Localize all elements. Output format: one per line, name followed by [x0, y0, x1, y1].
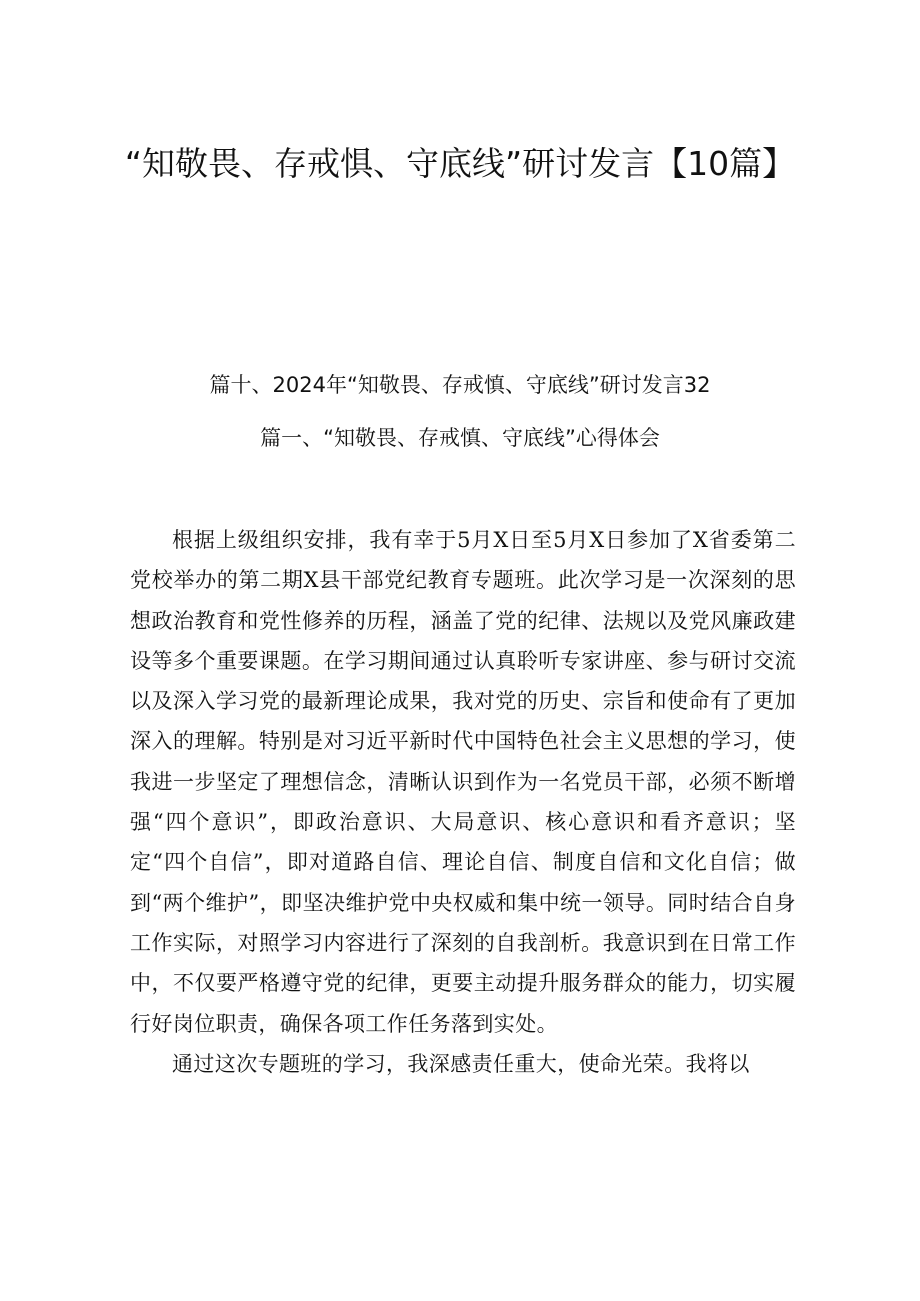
toc-item[interactable]: 篇一、“知敬畏、存戒慎、守底线”心得体会 [260, 426, 660, 450]
table-of-contents [100, 370, 820, 453]
document-title: “知敬畏、存戒惧、守底线”研讨发言【10篇】 [124, 144, 796, 183]
document-body [130, 520, 796, 1084]
body-paragraph: 通过这次专题班的学习，我深感责任重大，使命光荣。我将以 [172, 1051, 750, 1076]
body-paragraph: 根据上级组织安排，我有幸于5月X日至5月X日参加了X省委第二党校举办的第二期X县干部党纪教育专题班。此次学习是一次深刻的思想政治教育和党性修养的历程，涵盖了党的纪律、法规以及党风廉政建设等多个重要课题。在学习期间通过认真聆听专家讲座、参与研讨交流以及深入学习党的最新理论成果，我对党的历史、宗旨和使命有了更加深入的理解。特别是对习近平新时代中国特色社会主义思想的学习，使我进一步坚定了理想信念，清晰认识到作为一名党员干部，必须不断增强“四个意识”，即政治意识、大局意识、核心意识和看齐意识；坚定“四个自信”，即对道路自信、理论自信、制度自信和文化自信；做到“两个维护”，即坚决维护党中央权威和集中统一领导。同时结合自身工作实际，对照学习内容进行了深刻的自我剖析。我意识到在日常工作中，不仅要严格遵守党的纪律，更要主动提升服务群众的能力，切实履行好岗位职责，确保各项工作任务落到实处。 [130, 528, 796, 1036]
toc-item[interactable]: 篇十、2024年“知敬畏、存戒慎、守底线”研讨发言32 [209, 373, 711, 397]
